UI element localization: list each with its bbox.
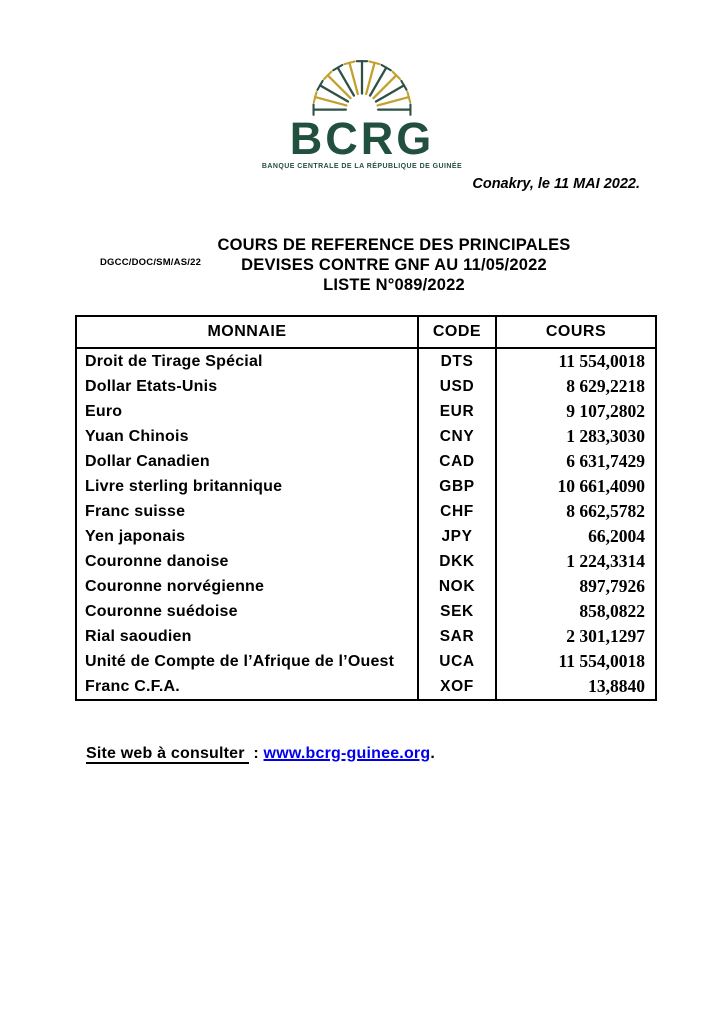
table-cell-code: UCA — [418, 649, 496, 674]
title-line-3: LISTE N°089/2022 — [323, 276, 465, 294]
table-row — [76, 624, 656, 649]
table-row — [76, 474, 656, 499]
table-cell-cours: 9 107,2802 — [566, 401, 645, 421]
table-cell-monnaie: Unité de Compte de l’Afrique de l’Ouest — [85, 652, 395, 670]
table-cell-cours: 11 554,0018 — [558, 651, 645, 671]
page-title — [130, 235, 658, 295]
table-cell-cours: 1 283,3030 — [566, 426, 645, 446]
table-cell-monnaie: Euro — [85, 402, 123, 420]
table-cell-cours: 13,8840 — [588, 676, 645, 696]
table-cell-code: USD — [418, 374, 496, 399]
table-cell-code: CNY — [418, 424, 496, 449]
table-cell-cours: 858,0822 — [579, 601, 645, 621]
table-row — [76, 348, 656, 374]
table-row — [76, 549, 656, 574]
bcrg-sunburst-icon — [286, 46, 438, 120]
column-header-code: CODE — [418, 316, 496, 348]
date-line: Conakry, le 11 MAI 2022. — [472, 176, 640, 192]
table-cell-monnaie: Droit de Tirage Spécial — [85, 352, 263, 370]
table-cell-code: NOK — [418, 574, 496, 599]
website-period: . — [430, 745, 435, 762]
table-cell-monnaie: Yuan Chinois — [85, 427, 189, 445]
table-row — [76, 599, 656, 624]
table-cell-cours: 1 224,3314 — [566, 551, 645, 571]
table-cell-cours: 897,7926 — [579, 576, 645, 596]
rates-tbody — [76, 348, 656, 700]
title-line-1: COURS DE REFERENCE DES PRINCIPALES — [217, 236, 571, 254]
table-cell-code: JPY — [418, 524, 496, 549]
table-cell-code: DTS — [418, 348, 496, 374]
table-row — [76, 374, 656, 399]
table-row — [76, 649, 656, 674]
table-cell-monnaie: Livre sterling britannique — [85, 477, 283, 495]
table-row — [76, 574, 656, 599]
table-row — [76, 674, 656, 700]
column-header-monnaie: MONNAIE — [76, 316, 418, 348]
website-label: Site web à consulter — [86, 745, 249, 764]
table-cell-cours: 8 629,2218 — [566, 376, 645, 396]
table-cell-monnaie: Couronne suédoise — [85, 602, 238, 620]
table-cell-cours: 8 662,5782 — [566, 501, 645, 521]
table-cell-cours: 11 554,0018 — [558, 351, 645, 371]
table-row — [76, 524, 656, 549]
website-link[interactable]: www.bcrg-guinee.org — [263, 745, 431, 762]
table-cell-code: GBP — [418, 474, 496, 499]
table-cell-monnaie: Couronne norvégienne — [85, 577, 265, 595]
table-cell-code: XOF — [418, 674, 496, 700]
rates-table — [75, 315, 657, 701]
table-cell-monnaie: Franc suisse — [85, 502, 186, 520]
table-cell-code: DKK — [418, 549, 496, 574]
table-row — [76, 449, 656, 474]
table-header-row — [76, 316, 656, 348]
table-cell-monnaie: Dollar Etats-Unis — [85, 377, 218, 395]
table-cell-code: CAD — [418, 449, 496, 474]
table-cell-code: CHF — [418, 499, 496, 524]
table-cell-cours: 2 301,1297 — [566, 626, 645, 646]
table-cell-cours: 66,2004 — [588, 526, 645, 546]
table-cell-code: SEK — [418, 599, 496, 624]
bcrg-acronym: BCRG — [289, 113, 435, 164]
column-header-cours: COURS — [496, 316, 656, 348]
website-colon: : — [248, 745, 264, 762]
table-cell-monnaie: Dollar Canadien — [85, 452, 210, 470]
table-cell-code: EUR — [418, 399, 496, 424]
reference-code: DGCC/DOC/SM/AS/22 — [100, 257, 202, 268]
table-row — [76, 424, 656, 449]
table-row — [76, 499, 656, 524]
table-cell-cours: 6 631,7429 — [566, 451, 645, 471]
bcrg-tagline: BANQUE CENTRALE DE LA RÉPUBLIQUE DE GUINÉE — [261, 163, 463, 170]
table-cell-monnaie: Couronne danoise — [85, 552, 229, 570]
table-cell-code: SAR — [418, 624, 496, 649]
website-line — [86, 745, 435, 763]
table-row — [76, 399, 656, 424]
table-cell-monnaie: Rial saoudien — [85, 627, 192, 645]
bcrg-logo — [0, 46, 724, 170]
title-line-2: DEVISES CONTRE GNF AU 11/05/2022 — [241, 256, 547, 274]
table-cell-monnaie: Yen japonais — [85, 527, 186, 545]
table-cell-monnaie: Franc C.F.A. — [85, 677, 180, 695]
table-cell-cours: 10 661,4090 — [557, 476, 645, 496]
